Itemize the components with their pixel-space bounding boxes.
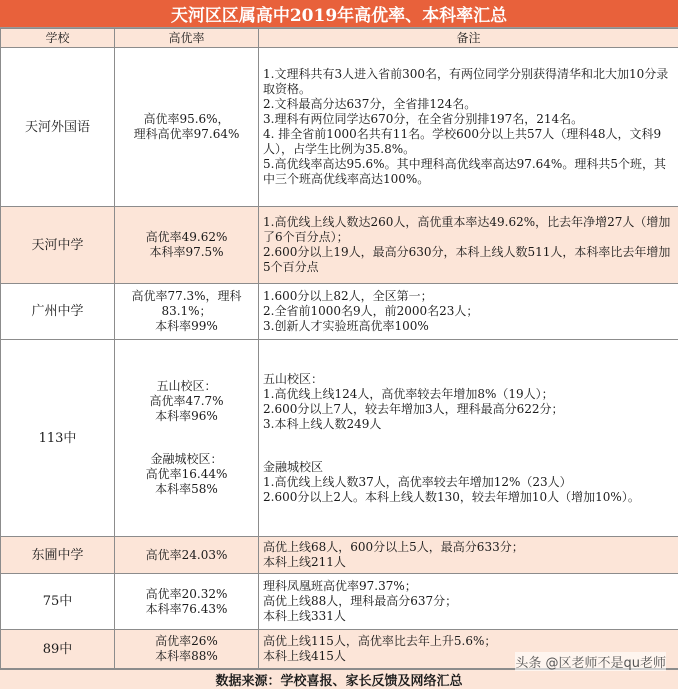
rate-line: 高优率26% [155,634,218,648]
note-line: 3.创新人才实验班高优率100% [263,319,429,333]
rate-line: 高优率16.44% [145,467,228,481]
school-cell: 东圃中学 [1,537,115,574]
note-line: 本科上线331人 [263,609,346,623]
note-line: 1.文理科共有3人进入省前300名，有两位同学分别获得清华和北大加10分录取资格。 [263,67,669,96]
table-row [1,48,678,207]
note-line: 2.600分以上19人，最高分630分，本科上线人数511人，本科率比去年增加5个百分点 [263,245,671,274]
table-row [1,574,678,630]
rate-line: 本科率88% [155,649,218,663]
watermark-text: 头条 @区老师不是qu老师 [515,656,666,671]
note-line: 3.理科有两位同学达670分，在全省分别排197名，214名。 [263,112,584,126]
school-cell: 天河外国语 [1,48,115,207]
rate-line: 高优率47.7% [149,394,224,408]
data-source-footer: 数据来源：学校喜报、家长反馈及网络汇总 [0,669,678,689]
note-line: 本科上线415人 [263,649,346,663]
school-cell: 广州中学 [1,284,115,340]
note-line: 金融城校区 [263,459,324,474]
rate-line: 本科率97.5% [149,245,224,259]
table-row [1,207,678,284]
school-cell: 89中 [1,630,115,669]
header-row [1,29,678,48]
rate-line: 金融城校区： [150,452,223,466]
note-line: 2.600分以上2人。本科上线人数130，较去年增加10人（增加10%）。 [263,489,640,504]
header-rate: 高优率 [115,29,259,48]
note-line: 3.本科上线人数249人 [263,416,382,431]
notes-cell [259,537,678,574]
notes-cell [259,284,678,340]
rate-line: 本科率76.43% [145,601,228,616]
rate-line: 高优率95.6%， [143,112,230,126]
note-line: 1.高优线上线124人，高优率较去年增加8%（19人）； [263,386,554,401]
rate-line: 本科率58% [155,482,218,496]
note-line: 1.高优线上线人数37人，高优率较去年增加12%（23人） [263,474,572,489]
rate-cell [115,284,259,340]
rate-line: 本科率99% [155,319,218,333]
note-line: 高优上线88人，理科最高分637分； [263,594,458,608]
table-row [1,284,678,340]
notes-cell [259,207,678,284]
rate-line: 高优率24.03% [145,547,228,562]
school-cell: 113中 [1,340,115,537]
rate-line: 本科率96% [155,409,218,423]
school-cell: 75中 [1,574,115,630]
header-notes: 备注 [259,29,678,48]
rate-cell [115,574,259,630]
notes-cell [259,340,678,537]
note-line: 五山校区： [263,371,324,386]
watermark [515,652,666,671]
rate-line: 高优率77.3%，理科83.1%； [131,289,242,318]
note-line: 1.600分以上82人，全区第一； [263,289,433,303]
rate-cell [115,48,259,207]
note-line: 2.600分以上7人，较去年增加3人，理科最高分622分； [263,401,564,416]
note-line: 高优上线115人，高优率比去年上升5.6%； [263,634,497,648]
note-line: 高优上线68人，600分以上5人，最高分633分； [263,540,524,554]
table-title: 天河区区属高中2019年高优率、本科率汇总 [0,0,678,28]
note-line: 4. 排全省前1000名共有11名。学校600分以上共57人（理科48人，文科9人），占学生比例为35.8%。 [263,127,662,156]
note-line: 2.全省前1000名9人，前2000名23人； [263,304,479,318]
table-row [1,537,678,574]
rate-cell [115,630,259,669]
rate-line: 理科高优率97.64% [133,127,240,141]
header-school: 学校 [1,29,115,48]
table-row [1,340,678,537]
note-line: 理科凤凰班高优率97.37%； [263,579,417,593]
rate-line: 五山校区： [156,379,217,393]
rate-cell [115,340,259,537]
rate-cell [115,537,259,574]
rate-line: 高优率49.62% [145,230,228,244]
note-line: 1.高优线上线人数达260人，高优重本率达49.62%，比去年净增27人（增加了6个百分点）； [263,215,671,244]
notes-cell [259,574,678,630]
summary-table [0,28,678,669]
school-cell: 天河中学 [1,207,115,284]
notes-cell [259,48,678,207]
rate-line: 高优率20.32% [145,586,228,601]
note-line: 本科上线211人 [263,555,346,569]
rate-cell [115,207,259,284]
note-line: 2.文科最高分达637分，全省排124名。 [263,97,477,111]
note-line: 5.高优线率高达95.6%。其中理科高优线率高达97.64%。理科共5个班，其中三个班高优线率高达100%。 [263,157,666,186]
